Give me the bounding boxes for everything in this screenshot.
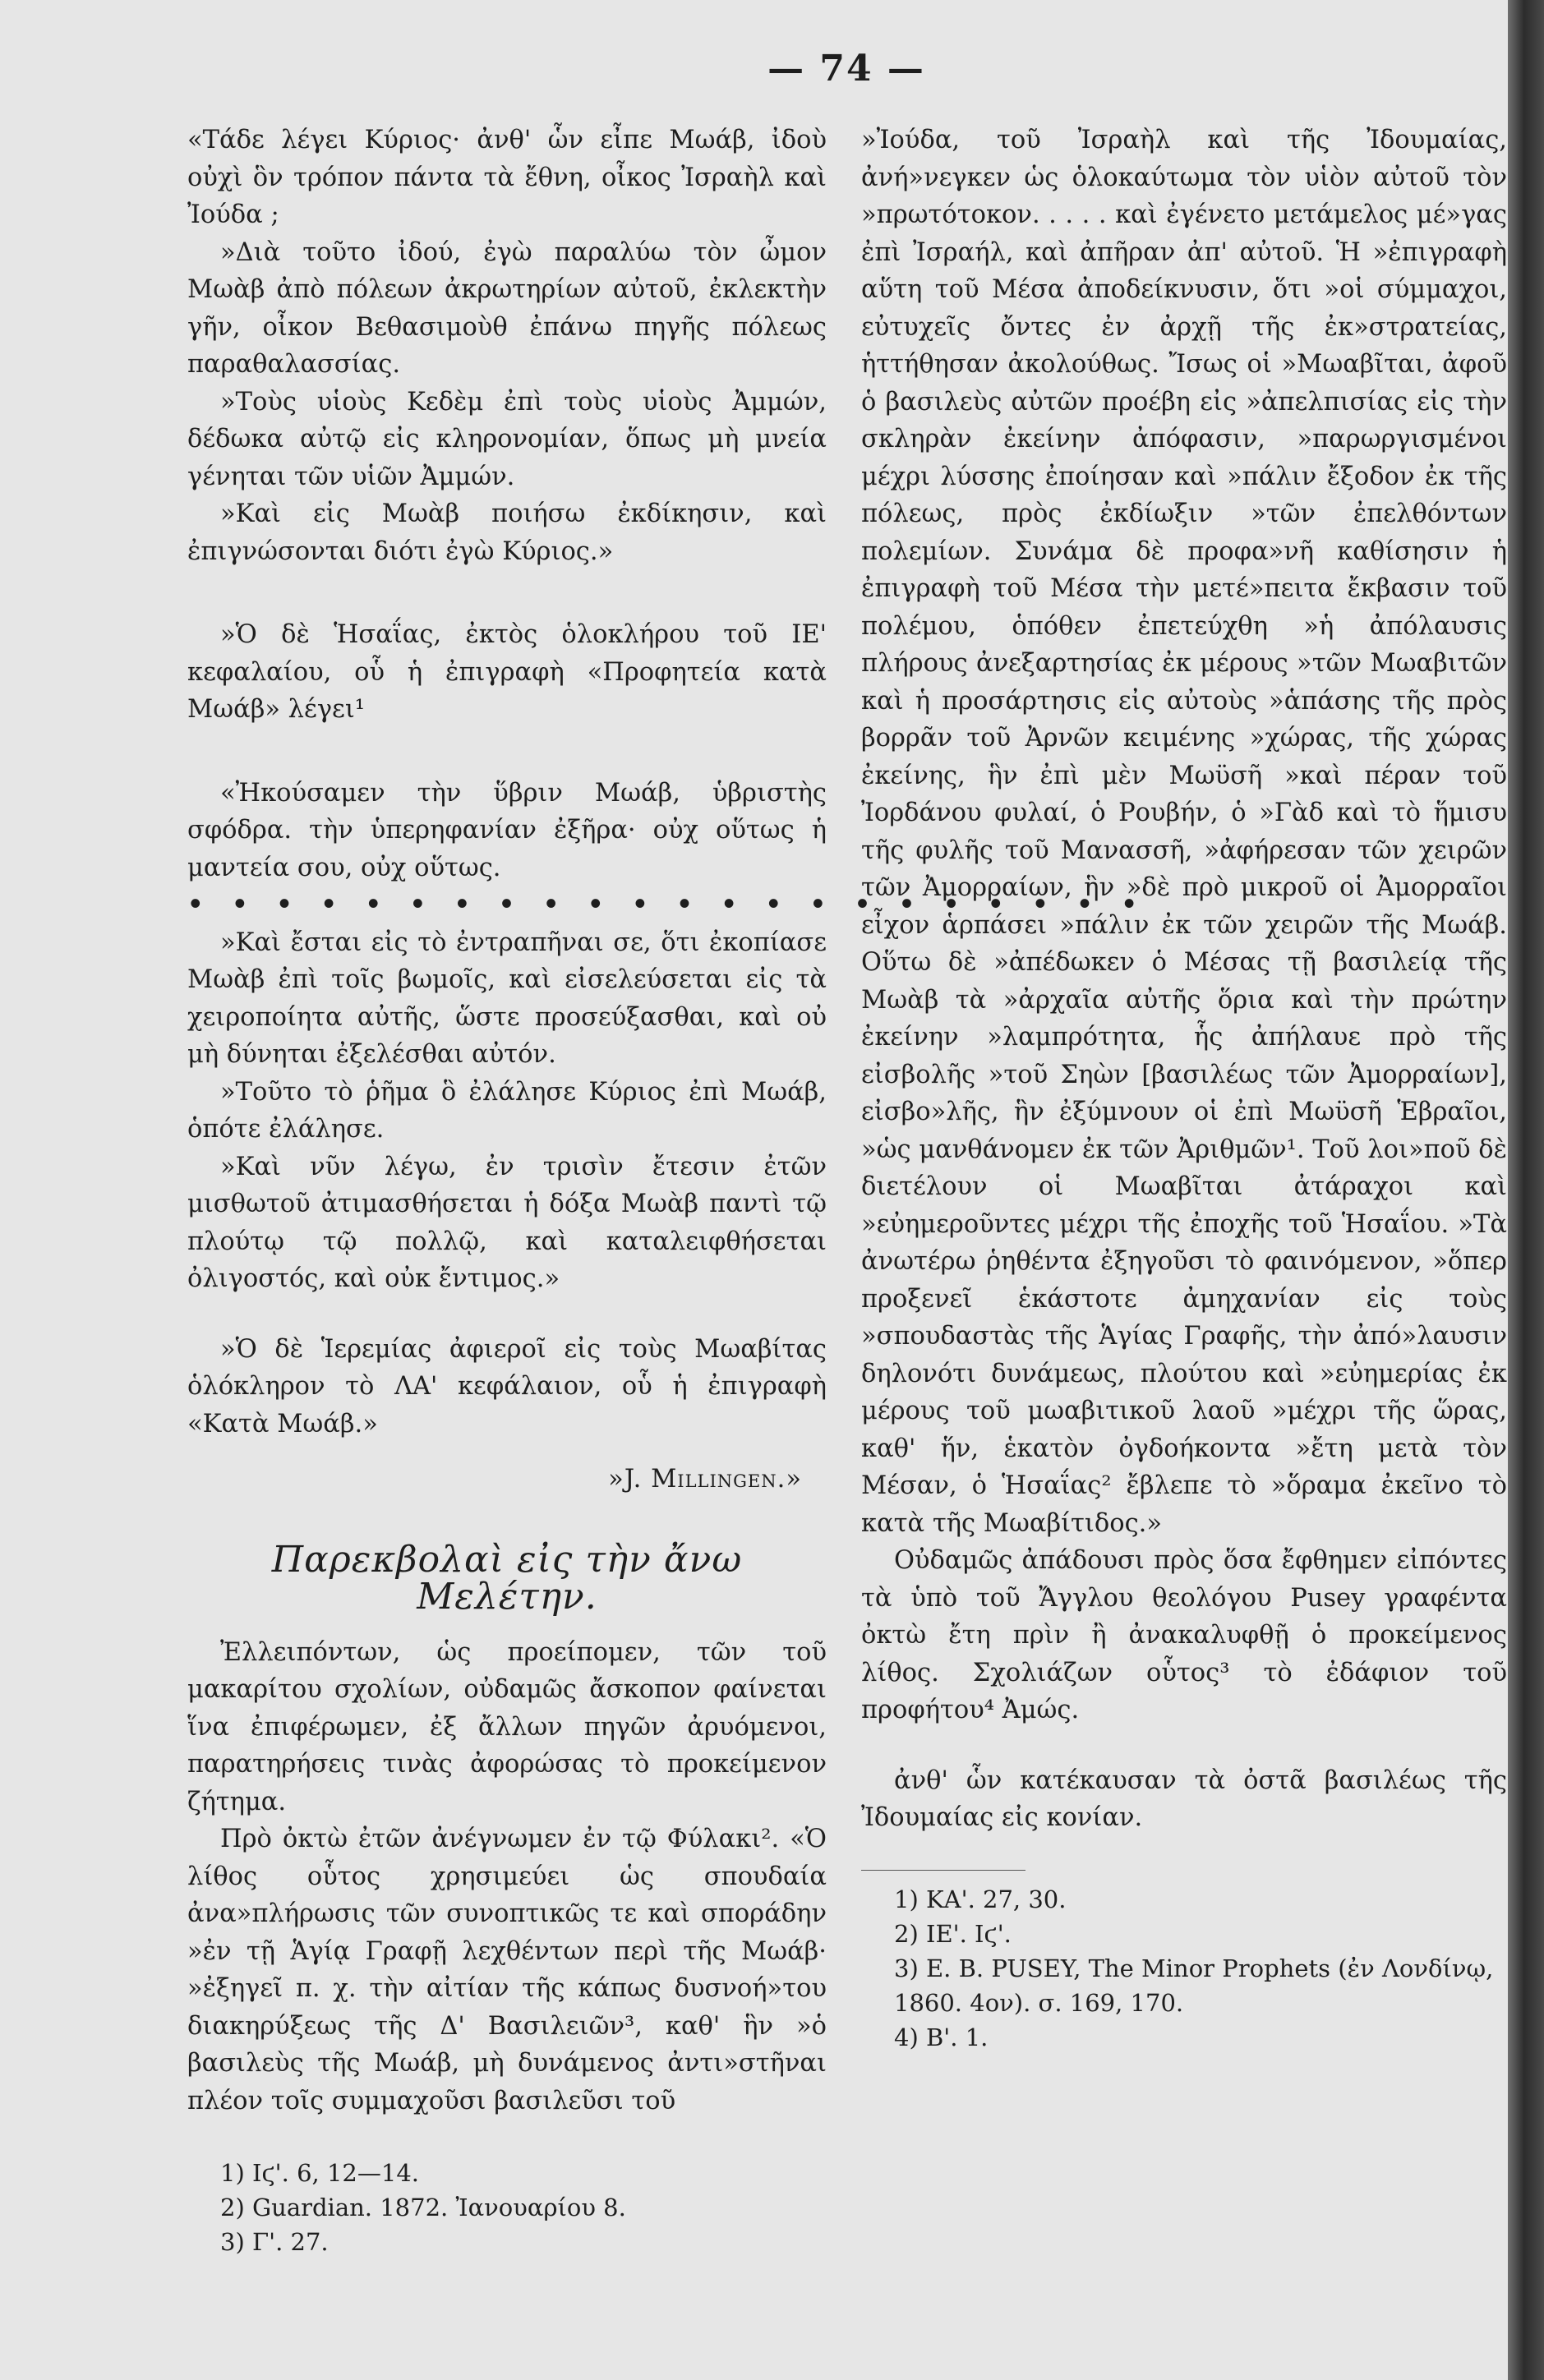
footnote: 3) Γ'. 27. <box>220 2228 329 2256</box>
footnotes-left <box>187 2156 827 2259</box>
quote-paragraph: »Καὶ εἰς Μωὰβ ποιήσω ἐκδίκησιν, καὶ ἐπιγνώσονται διότι ἐγὼ Κύριος.» <box>187 499 827 566</box>
quote-paragraph: »Τοῦτο τὸ ῥῆμα ὃ ἐλάλησε Κύριος ἐπὶ Μωάβ, ὁπότε ἐλάλησε. <box>187 1077 827 1144</box>
footnotes-right <box>861 1870 1507 2055</box>
quote-paragraph: »Τοὺς υἱοὺς Κεδὲμ ἐπὶ τοὺς υἱοὺς Ἀμμών, δέδωκα αὐτῷ εἰς κληρονομίαν, ὅπως μὴ μνεία γένηται τῶν υἱῶν Ἀμμών. <box>187 387 827 491</box>
footnote: 1) ΚΑ'. 27, 30. <box>894 1885 1067 1913</box>
quote-paragraph: »Καὶ ἔσται εἰς τὸ ἐντραπῆναι σε, ὅτι ἐκοπίασε Μωὰβ ἐπὶ τοῖς βωμοῖς, καὶ εἰσελεύσεται εἰς τὰ χειροποίητα αὐτῆς, ὥστε προσεύξασθαι, καὶ οὐ μὴ δύνηται ἐξελέσθαι αὐτόν. <box>187 928 827 1069</box>
quote-paragraph: »Καὶ νῦν λέγω, ἐν τρισὶν ἔτεσιν ἐτῶν μισθωτοῦ ἀτιμασθήσεται ἡ δόξα Μωὰβ παντὶ τῷ πλούτῳ τῷ πολλῷ, καὶ καταλειφθήσεται ὀλιγοστός, καὶ οὐκ ἔντιμος.» <box>187 1152 827 1293</box>
body-paragraph: Οὐδαμῶς ἀπάδουσι πρὸς ὅσα ἔφθημεν εἰπόντες τὰ ὑπὸ τοῦ Ἄγγλου θεολόγου Pusey γραφέντα ὀκτὼ ἔτη πρὶν ἢ ἀνακαλυφθῇ ὁ προκείμενος λίθος. Σχολιάζων οὗτος³ τὸ ἐδάφιον τοῦ προφήτου⁴ Ἀμώς. <box>861 1546 1507 1724</box>
quote-paragraph: «Ἠκούσαμεν τὴν ὕβριν Μωάβ, ὑβριστὴς σφόδρα. τὴν ὑπερηφανίαν ἐξῆρα· οὐχ οὕτως ἡ μαντεία σου, οὐχ οὕτως. <box>187 778 827 882</box>
body-paragraph: »Ὁ δὲ Ἡσαΐας, ἐκτὸς ὁλοκλήρου τοῦ ΙΕ' κεφαλαίου, οὗ ἡ ἐπιγραφὴ «Προφητεία κατὰ Μωάβ» λέγει¹ <box>187 620 827 724</box>
quote-paragraph: «Τάδε λέγει Κύριος· ἀνθ' ὧν εἶπε Μωάβ, ἰδοὺ οὐχὶ ὃν τρόπον πάντα τὰ ἔθνη, οἶκος Ἰσραὴλ καὶ Ἰούδα ; <box>187 126 827 229</box>
body-paragraph: Πρὸ ὀκτὼ ἐτῶν ἀνέγνωμεν ἐν τῷ Φύλακι². «Ὁ λίθος οὗτος χρησιμεύει ὡς σπουδαία ἀνα»πλήρωσις τῶν συνοπτικῶς τε καὶ σποράδην »ἐν τῇ Ἁγίᾳ Γραφῇ λεχθέντων περὶ τῆς Μωάβ· »ἐξηγεῖ π. χ. τὴν αἰτίαν τῆς κάπως δυσνοή»του διακηρύξεως τῆς Δ' Βασιλειῶν³, καθ' ἣν »ὁ βασιλεὺς τῆς Μωάβ, μὴ δυνάμενος ἀντι»στῆναι πλέον τοῖς συμμαχοῦσι βασιλεῦσι τοῦ <box>187 1825 827 2115</box>
section-heading: Παρεκβολαὶ εἰς τὴν ἄνω Μελέτην. <box>271 1538 743 1618</box>
footnote: 1) Ιϛ'. 6, 12—14. <box>220 2159 419 2187</box>
quote-paragraph: »Διὰ τοῦτο ἰδού, ἐγὼ παραλύω τὸν ὦμον Μωὰβ ἀπὸ πόλεων ἀκρωτηρίων αὐτοῦ, ἐκλεκτὴν γῆν, οἶκον Βεθασιμοὺθ ἐπάνω πηγῆς πόλεως παραθαλασσίας. <box>187 237 827 379</box>
footnote: 3) E. B. PUSEY, The Minor Prophets (ἐν Λονδίνῳ, 1860. 4ον). σ. 169, 170. <box>894 1954 1494 2017</box>
ellipsis-dots: • • • • • • • • • • • • • • • • • • • • • • <box>187 890 1147 919</box>
footnote: 2) ΙΕ'. Ιϛ'. <box>894 1919 1012 1948</box>
body-paragraph: »Ὁ δὲ Ἱερεμίας ἀφιεροῖ εἰς τοὺς Μωαβίτας ὁλόκληρον τὸ ΛΑ' κεφάλαιον, οὗ ἡ ἐπιγραφὴ «Κατὰ Μωάβ.» <box>187 1334 827 1439</box>
quote-paragraph: ἀνθ' ὧν κατέκαυσαν τὰ ὀστᾶ βασιλέως τῆς Ἰδουμαίας εἰς κονίαν. <box>861 1765 1507 1832</box>
book-binding-edge <box>1508 0 1544 2380</box>
footnote-divider <box>861 1870 1025 1871</box>
right-column <box>861 122 1507 2055</box>
body-paragraph: Ἐλλειπόντων, ὡς προείπομεν, τῶν τοῦ μακαρίτου σχολίων, οὐδαμῶς ἄσκοπον φαίνεται ἵνα ἐπιφέρωμεν, ἐξ ἄλλων πηγῶν ἀρυόμενοι, παρατηρήσεις τινὰς ἀφορώσας τὸ προκείμενον ζήτημα. <box>187 1637 827 1816</box>
footnote: 4) Β'. 1. <box>894 2023 989 2051</box>
body-paragraph: »Ἰούδα, τοῦ Ἰσραὴλ καὶ τῆς Ἰδουμαίας, ἀνή»νεγκεν ὡς ὁλοκαύτωμα τὸν υἱὸν αὐτοῦ τὸν »πρωτότοκον. . . . . καὶ ἐγένετο μετάμελος μέ»γας ἐπὶ Ἰσραήλ, καὶ ἀπῆραν ἀπ' αὐτοῦ. Ἡ »ἐπιγραφὴ αὕτη τοῦ Μέσα ἀποδείκνυσιν, ὅτι »οἱ σύμμαχοι, εὐτυχεῖς ὄντες ἐν ἀρχῇ τῆς ἐκ»στρατείας, ἡττήθησαν ἀκολούθως. Ἴσως οἱ »Μωαβῖται, ἀφοῦ ὁ βασιλεὺς αὐτῶν προέβη εἰς »ἀπελπισίας εἰς τὴν σκληρὰν ἐκείνην ἀπόφασιν, »παρωργισμένοι μέχρι λύσσης ἐποίησαν καὶ »πάλιν ἔξοδον ἐκ τῆς πόλεως, πρὸς ἐκδίωξιν »τῶν ἐπελθόντων πολεμίων. Συνάμα δὲ προφα»νῆ καθίσησιν ἡ ἐπιγραφὴ τοῦ Μέσα τὴν μετέ»πειτα ἔκβασιν τοῦ πολέμου, ὁπόθεν ἐπετεύχθη »ἡ ἀπόλαυσις πλήρους ἀνεξαρτησίας ἐκ μέρους »τῶν Μωαβιτῶν καὶ ἡ προσάρτησις εἰς αὐτοὺς »ἁπάσης τῆς πρὸς βορρᾶν τοῦ Ἀρνῶν κειμένης »χώρας, τῆς χώρας ἐκείνης, ἣν ἐπὶ μὲν Μωϋσῆ »καὶ πέραν τοῦ Ἰορδάνου φυλαί, ὁ Ρουβήν, ὁ »Γὰδ καὶ τὸ ἥμισυ τῆς φυλῆς τοῦ Μανασσῆ, »ἀφήρεσαν τῶν χειρῶν τῶν Ἀμορραίων, ἣν »δὲ πρὸ μικροῦ οἱ Ἀμορραῖοι εἶχον ἁρπάσει »πάλιν ἐκ τῶν χειρῶν τῆς Μωάβ. Οὕτω δὲ »ἀπέδωκεν ὁ Μέσας τῇ βασιλείᾳ τῆς Μωὰβ τὰ »ἀρχαῖα αὐτῆς ὅρια καὶ τὴν πρώτην ἐκείνην »λαμπρότητα, ἧς ἀπήλαυε πρὸ τῆς εἰσβολῆς »τοῦ Σηὼν [βασιλέως τῶν Ἀμορραίων], εἰσβο»λῆς, ἣν ἐξύμνουν οἱ ἐπὶ Μωϋσῆ Ἑβραῖοι, »ὡς μανθάνομεν ἐκ τῶν Ἀριθμῶν¹. Τοῦ λοι»ποῦ δὲ διετέλουν οἱ Μωαβῖται ἀτάραχοι καὶ »εὐημεροῦντες μέχρι τῆς ἐποχῆς τοῦ Ἡσαΐου. »Τὰ ἀνωτέρω ῥηθέντα ἐξηγοῦσι τὸ φαινόμενον, »ὅπερ προξενεῖ ἑκάστοτε ἀμηχανίαν εἰς τοὺς »σπουδαστὰς τῆς Ἁγίας Γραφῆς, τὴν ἀπό»λαυσιν δηλονότι δυνάμεως, πλούτου καὶ »εὐημερίας ἐκ μέρους τοῦ μωαβιτικοῦ λαοῦ »μέχρι τῆς ὥρας, καθ' ἥν, ἑκατὸν ὀγδοήκοντα »ἔτη μετὰ τὸν Μέσαν, ὁ Ἡσαΐας² ἔβλεπε τὸ »ὅραμα ἐκεῖνο τὸ κατὰ τῆς Μωαβίτιδος.» <box>861 126 1507 1538</box>
page-number: — 74 — <box>767 48 925 90</box>
footnote: 2) Guardian. 1872. Ἰανουαρίου 8. <box>220 2194 626 2221</box>
author-signature: »J. Millingen.» <box>608 1465 802 1494</box>
